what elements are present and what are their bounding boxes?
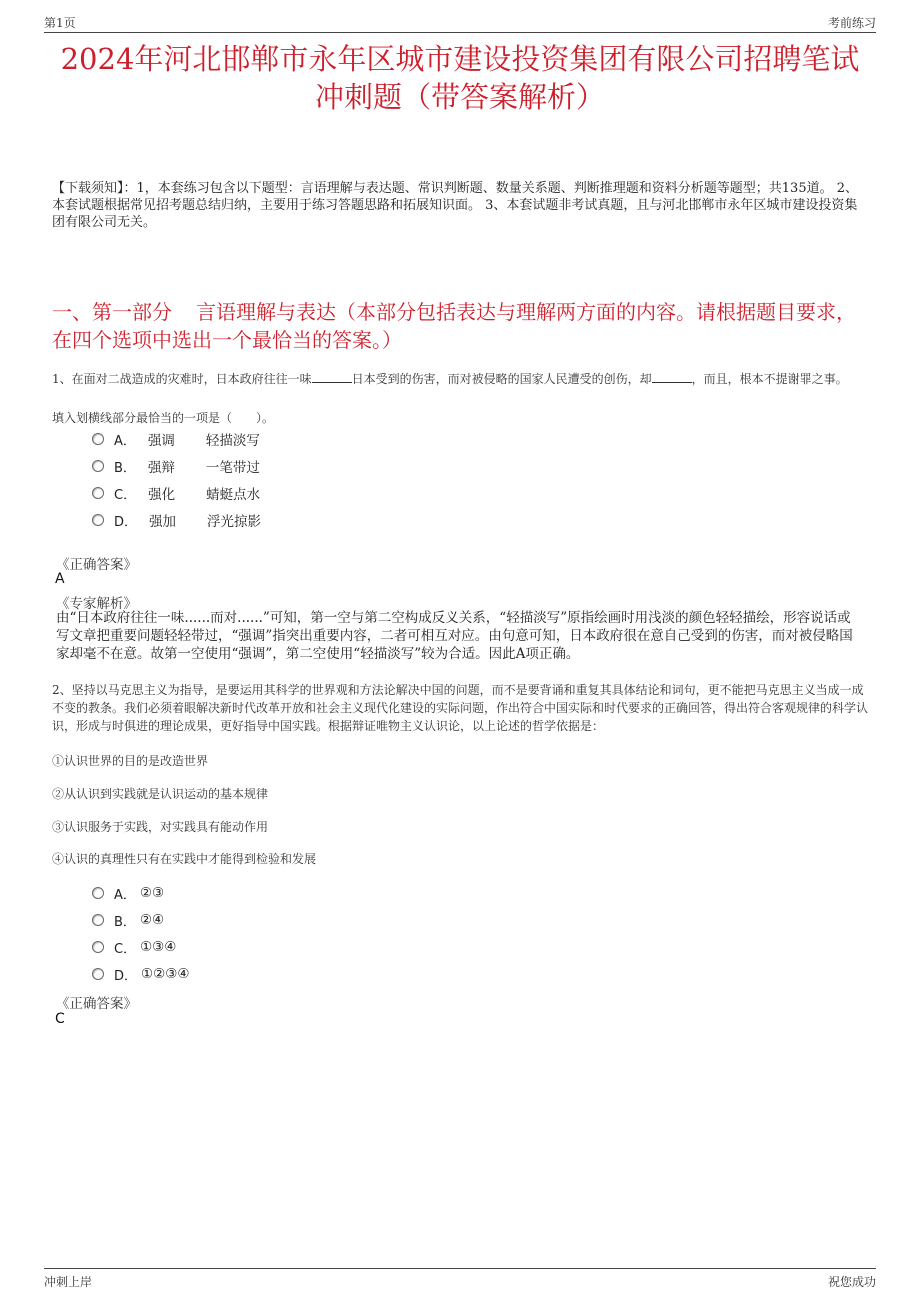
q1-answer: A bbox=[55, 571, 65, 587]
q2-statement-4: ④认识的真理性只有在实践中才能得到检验和发展 bbox=[52, 852, 317, 866]
blank-2 bbox=[652, 371, 692, 383]
q1-analysis: 由“日本政府往往一味......而对......”可知，第一空与第二空构成反义关系，“轻描淡写”原指绘画时用浅淡的颜色轻轻描绘，形容说话或写文章把重要问题轻轻带过，“强调”指突出重要内容，二者可相互对应。由句意可知，日本政府很在意自己受到的伤害，而对被侵略国家却毫不在意。故第一空使用“强调”，第二空使用“轻描淡写”较为合适。因此A项正确。 bbox=[56, 610, 853, 662]
option-word-2: 轻描淡写 bbox=[205, 433, 260, 449]
radio-button[interactable] bbox=[92, 433, 104, 445]
download-notice: 【下载须知】：1，本套练习包含以下题型：言语理解与表达题、常识判断题、数量关系题、判断推理题和资料分析题等题型；共135道。 2、本套试题根据常见招考题总结归纳，主要用于练习答题思路和拓展知识面。 3、本套试题非考试真题，且与河北邯郸市永年区城市建设投资集团有限公司无关。 bbox=[52, 181, 858, 230]
section-title: 言语理解与表达（本部分包括表达与理解两方面的内容。请根据题目要求，在四个选项中选出一个最恰当的答案。） bbox=[52, 300, 856, 352]
option-letter: C． bbox=[114, 941, 137, 957]
q1-option-b[interactable] bbox=[92, 456, 260, 476]
page-number: 第1页 bbox=[44, 16, 76, 30]
q2-answer: C bbox=[55, 1011, 65, 1027]
question-2-text: 2、坚持以马克思主义为指导，是要运用其科学的世界观和方法论解决中国的问题，而不是要背诵和重复其具体结论和词句，更不能把马克思主义当成一成不变的教条。我们必须着眼解决新时代改革开放和社会主义现代化建设的实际问题，作出符合中国实际和时代要求的正确回答，得出符合客观规律的科学认识，形成与时俱进的理论成果，更好指导中国实践。根据辩证唯物主义认识论，以上论述的哲学依据是： bbox=[52, 683, 869, 733]
q1-option-a[interactable] bbox=[92, 429, 260, 449]
option-word-1: 强辩 bbox=[147, 460, 175, 476]
q1-text-part-a: 1、在面对二战造成的灾难时，日本政府往往一味 bbox=[52, 372, 312, 386]
option-text: ①②③④ bbox=[141, 966, 190, 982]
q1-option-c[interactable] bbox=[92, 483, 260, 503]
option-word-2: 浮光掠影 bbox=[207, 514, 262, 530]
header-label: 考前练习 bbox=[827, 16, 876, 30]
radio-button[interactable] bbox=[92, 487, 104, 499]
option-letter: C． bbox=[114, 487, 137, 503]
option-letter: A． bbox=[114, 433, 136, 449]
footer-right: 祝您成功 bbox=[827, 1275, 876, 1289]
question-1-prompt: 填入划横线部分最恰当的一项是（ ）。 bbox=[52, 411, 275, 425]
option-word-1: 强加 bbox=[149, 514, 177, 530]
radio-button[interactable] bbox=[92, 914, 104, 926]
question-1-text bbox=[52, 371, 868, 388]
q2-statement-1: ①认识世界的目的是改造世界 bbox=[52, 754, 209, 768]
q2-option-d[interactable] bbox=[92, 964, 189, 984]
radio-button[interactable] bbox=[92, 460, 104, 472]
document-title: 2024年河北邯郸市永年区城市建设投资集团有限公司招聘笔试冲刺题（带答案解析） bbox=[60, 42, 860, 114]
radio-button[interactable] bbox=[92, 514, 104, 526]
q2-statement-3: ③认识服务于实践，对实践具有能动作用 bbox=[52, 820, 269, 834]
q2-answer-label: 《正确答案》 bbox=[56, 996, 137, 1012]
q1-option-d[interactable] bbox=[92, 510, 261, 530]
radio-button[interactable] bbox=[92, 887, 104, 899]
page-footer bbox=[44, 1268, 876, 1293]
option-letter: D． bbox=[114, 514, 138, 530]
section-part: 一、第一部分 bbox=[52, 300, 172, 324]
page-header bbox=[44, 12, 876, 33]
option-letter: D． bbox=[114, 968, 138, 984]
q1-answer-label: 《正确答案》 bbox=[56, 557, 137, 573]
q2-statement-2: ②从认识到实践就是认识运动的基本规律 bbox=[52, 787, 269, 801]
option-word-1: 强化 bbox=[148, 487, 176, 503]
q1-analysis-label: 《专家解析》 bbox=[56, 596, 137, 612]
q2-option-c[interactable] bbox=[92, 937, 176, 957]
option-text: ②③ bbox=[139, 885, 165, 901]
blank-1 bbox=[312, 371, 352, 383]
option-letter: B． bbox=[114, 914, 136, 930]
radio-button[interactable] bbox=[92, 941, 104, 953]
q2-option-b[interactable] bbox=[92, 910, 164, 930]
option-word-1: 强调 bbox=[147, 433, 175, 449]
radio-button[interactable] bbox=[92, 968, 104, 980]
q2-option-a[interactable] bbox=[92, 883, 164, 903]
option-letter: B． bbox=[114, 460, 136, 476]
option-word-2: 蜻蜓点水 bbox=[206, 487, 261, 503]
option-text: ①③④ bbox=[140, 939, 177, 955]
q1-text-part-b: 日本受到的伤害，而对被侵略的国家人民遭受的创伤，却 bbox=[351, 372, 652, 386]
option-letter: A． bbox=[114, 887, 136, 903]
q1-text-part-c: ，而且，根本不提谢罪之事。 bbox=[691, 372, 848, 386]
option-text: ②④ bbox=[139, 912, 165, 928]
footer-left: 冲刺上岸 bbox=[44, 1275, 93, 1289]
section-heading bbox=[52, 298, 868, 354]
option-word-2: 一笔带过 bbox=[205, 460, 260, 476]
